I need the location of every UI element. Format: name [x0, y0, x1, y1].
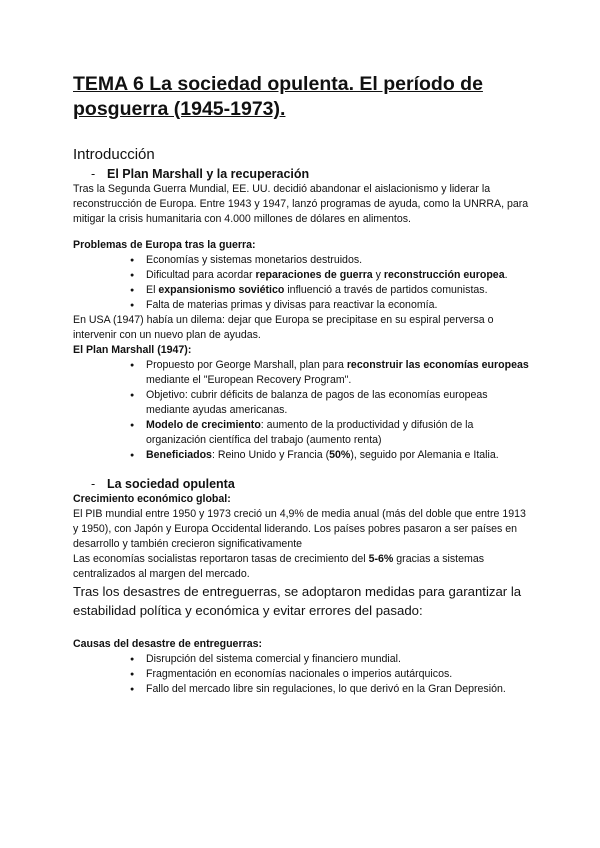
subheading-sociedad-opulenta: [73, 476, 533, 492]
paragraph-postwar: Tras la Segunda Guerra Mundial, EE. UU. decidió abandonar el aislacionismo y liderar la reconstrucción de Europa. Entre 1943 y 1947, lanzó programas de ayuda, como la UNRRA, para mitigar la crisis humanitaria con 4.000 millones de dólares en alimentos.: [73, 183, 529, 225]
dash-bullet: -: [91, 167, 96, 181]
list-item: ● Falta de materias primas y divisas para reactivar la economía.: [73, 298, 533, 313]
list-item: ● Beneficiados: Reino Unido y Francia (50%), seguido por Alemania e Italia.: [73, 448, 533, 463]
subheading-label: La sociedad opulenta: [107, 477, 235, 491]
paragraph-growth: El PIB mundial entre 1950 y 1973 creció un 4,9% de media anual (más del doble que entre 1913 y 1950), con Japón y Europa Occidental liderando. Los países pobres pasaron a ser países en desarrollo y también crecieron significativamente: [73, 508, 526, 550]
subheading-label: El Plan Marshall y la recuperación: [107, 167, 310, 181]
causes-list: [73, 652, 533, 697]
page-title: TEMA 6 La sociedad opulenta. El período de posguerra (1945-1973).: [73, 73, 483, 120]
document-page: [73, 72, 533, 697]
problems-heading: Problemas de Europa tras la guerra:: [73, 239, 256, 251]
list-item: ● Modelo de crecimiento: aumento de la productividad y difusión de la organización científica del trabajo (aumento renta): [73, 418, 533, 448]
paragraph-socialist: Las economías socialistas reportaron tasas de crecimiento del 5-6% gracias a sistemas centralizados al margen del mercado.: [73, 553, 485, 580]
problems-list: [73, 253, 533, 313]
causes-heading: Causas del desastre de entreguerras:: [73, 638, 263, 650]
paragraph-usa-dilemma: En USA (1947) había un dilema: dejar que Europa se precipitase en su espiral perversa o intervenir con un nuevo plan de ayudas.: [73, 314, 494, 341]
list-item: ● Disrupción del sistema comercial y financiero mundial.: [73, 652, 533, 667]
list-item: ● Fragmentación en economías nacionales o imperios autárquicos.: [73, 667, 533, 682]
list-item: ● Fallo del mercado libre sin regulaciones, lo que derivó en la Gran Depresión.: [73, 682, 533, 697]
marshall-list: [73, 358, 533, 463]
list-item: ● Economías y sistemas monetarios destruidos.: [73, 253, 533, 268]
list-item: ● Objetivo: cubrir déficits de balanza de pagos de las economías europeas mediante ayudas americanas.: [73, 388, 533, 418]
list-item: ● Dificultad para acordar reparaciones de guerra y reconstrucción europea.: [73, 268, 533, 283]
list-item: ● El expansionismo soviético influenció a través de partidos comunistas.: [73, 283, 533, 298]
dash-bullet: -: [91, 477, 96, 491]
subheading-plan-marshall: [73, 166, 533, 182]
marshall-heading: El Plan Marshall (1947):: [73, 344, 192, 356]
growth-heading: Crecimiento económico global:: [73, 493, 231, 505]
list-item: ● Propuesto por George Marshall, plan para reconstruir las economías europeas mediante el "European Recovery Program".: [73, 358, 533, 388]
section-heading-introduccion: Introducción: [73, 146, 155, 163]
paragraph-entreguerras: Tras los desastres de entreguerras, se adoptaron medidas para garantizar la estabilidad política y económica y evitar errores del pasado:: [73, 584, 522, 618]
